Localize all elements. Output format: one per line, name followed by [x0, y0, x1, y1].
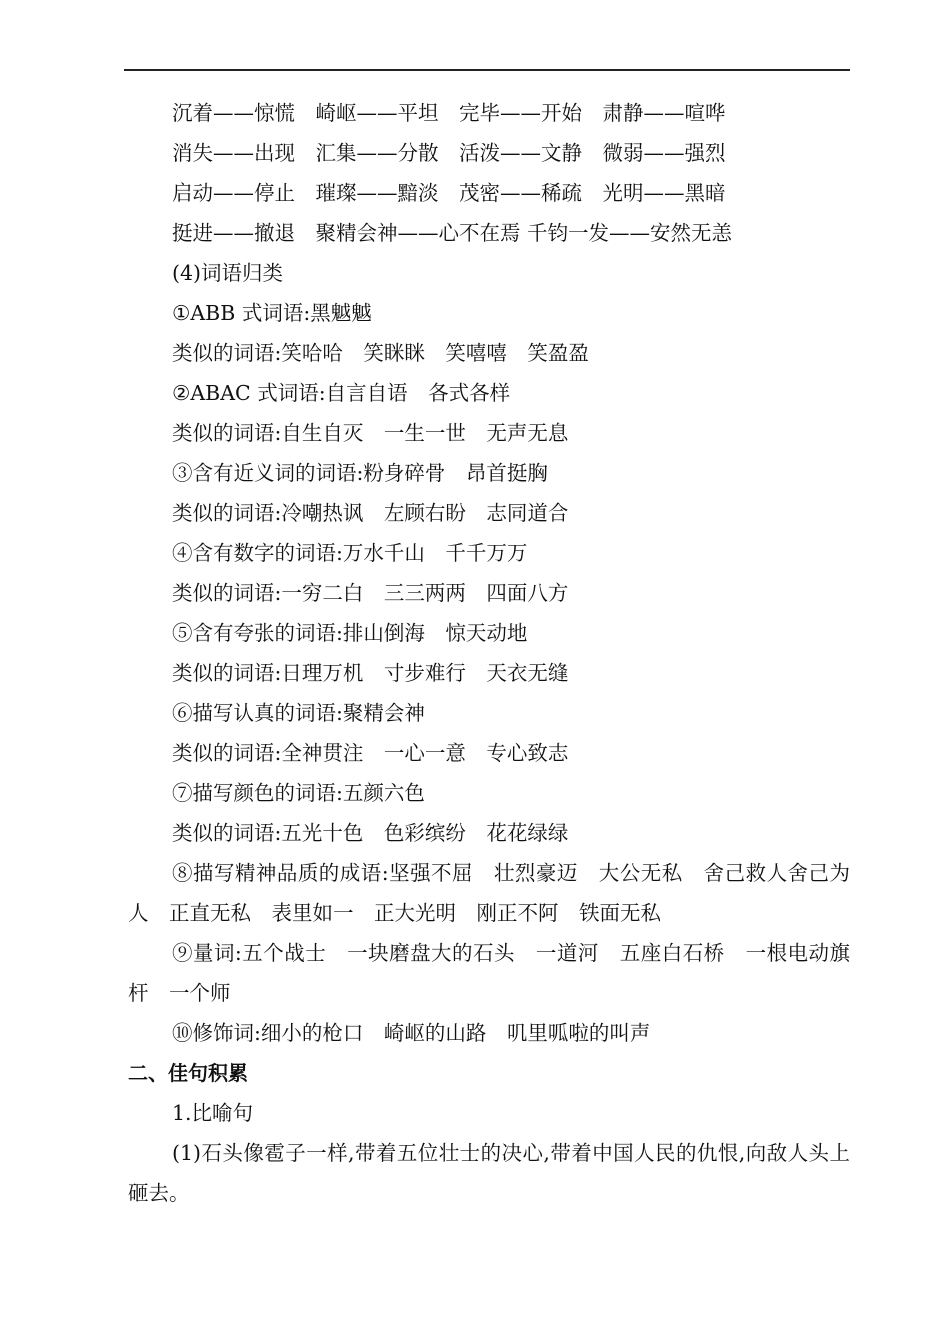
classification-item-abb-similar: 类似的词语:笑哈哈 笑眯眯 笑嘻嘻 笑盈盈 — [172, 341, 589, 365]
classification-item-number-similar: 类似的词语:一穷二白 三三两两 四面八方 — [172, 581, 569, 605]
antonym-line-2: 消失——出现 汇集——分散 活泼——文静 微弱——强烈 — [172, 141, 726, 165]
section-heading-sentences: 二、佳句积累 — [128, 1061, 248, 1085]
classification-item-color-similar: 类似的词语:五光十色 色彩缤纷 花花绿绿 — [172, 821, 569, 845]
classification-item-number: ④含有数字的词语:万水千山 千千万万 — [172, 541, 528, 565]
classification-item-color: ⑦描写颜色的词语:五颜六色 — [172, 781, 425, 805]
classification-item-focus-similar: 类似的词语:全神贯注 一心一意 专心致志 — [172, 741, 569, 765]
antonym-line-4: 挺进——撤退 聚精会神——心不在焉 千钧一发——安然无恙 — [172, 221, 733, 245]
header-rule — [124, 69, 850, 71]
classification-item-exaggeration-similar: 类似的词语:日理万机 寸步难行 天衣无缝 — [172, 661, 569, 685]
classification-item-exaggeration: ⑤含有夸张的词语:排山倒海 惊天动地 — [172, 621, 528, 645]
classification-item-synonym: ③含有近义词的词语:粉身碎骨 昂首挺胸 — [172, 461, 548, 485]
classification-item-spirit: ⑧描写精神品质的成语:坚强不屈 壮烈豪迈 大公无私 舍己救人舍己为人 正直无私 表里如一 正大光明 刚正不阿 铁面无私 — [128, 861, 850, 925]
classification-item-abac-similar: 类似的词语:自生自灭 一生一世 无声无息 — [172, 421, 569, 445]
antonym-line-1: 沉着——惊慌 崎岖——平坦 完毕——开始 肃静——喧哗 — [172, 101, 726, 125]
document-body — [128, 93, 850, 1213]
classification-item-modifiers: ⑩修饰词:细小的枪口 崎岖的山路 叽里呱啦的叫声 — [172, 1021, 651, 1045]
subsection-title-metaphor: 1.比喻句 — [172, 1101, 254, 1125]
example-sentence-1: (1)石头像雹子一样,带着五位壮士的决心,带着中国人民的仇恨,向敌人头上砸去。 — [128, 1141, 850, 1205]
classification-item-focus: ⑥描写认真的词语:聚精会神 — [172, 701, 425, 725]
classification-item-synonym-similar: 类似的词语:冷嘲热讽 左顾右盼 志同道合 — [172, 501, 569, 525]
classification-title: (4)词语归类 — [172, 261, 284, 285]
classification-item-abac: ②ABAC 式词语:自言自语 各式各样 — [172, 381, 511, 405]
classification-item-abb: ①ABB 式词语:黑魆魆 — [172, 301, 372, 325]
antonym-line-3: 启动——停止 璀璨——黯淡 茂密——稀疏 光明——黑暗 — [172, 181, 726, 205]
classification-item-measure-words: ⑨量词:五个战士 一块磨盘大的石头 一道河 五座白石桥 一根电动旗杆 一个师 — [128, 941, 850, 1005]
